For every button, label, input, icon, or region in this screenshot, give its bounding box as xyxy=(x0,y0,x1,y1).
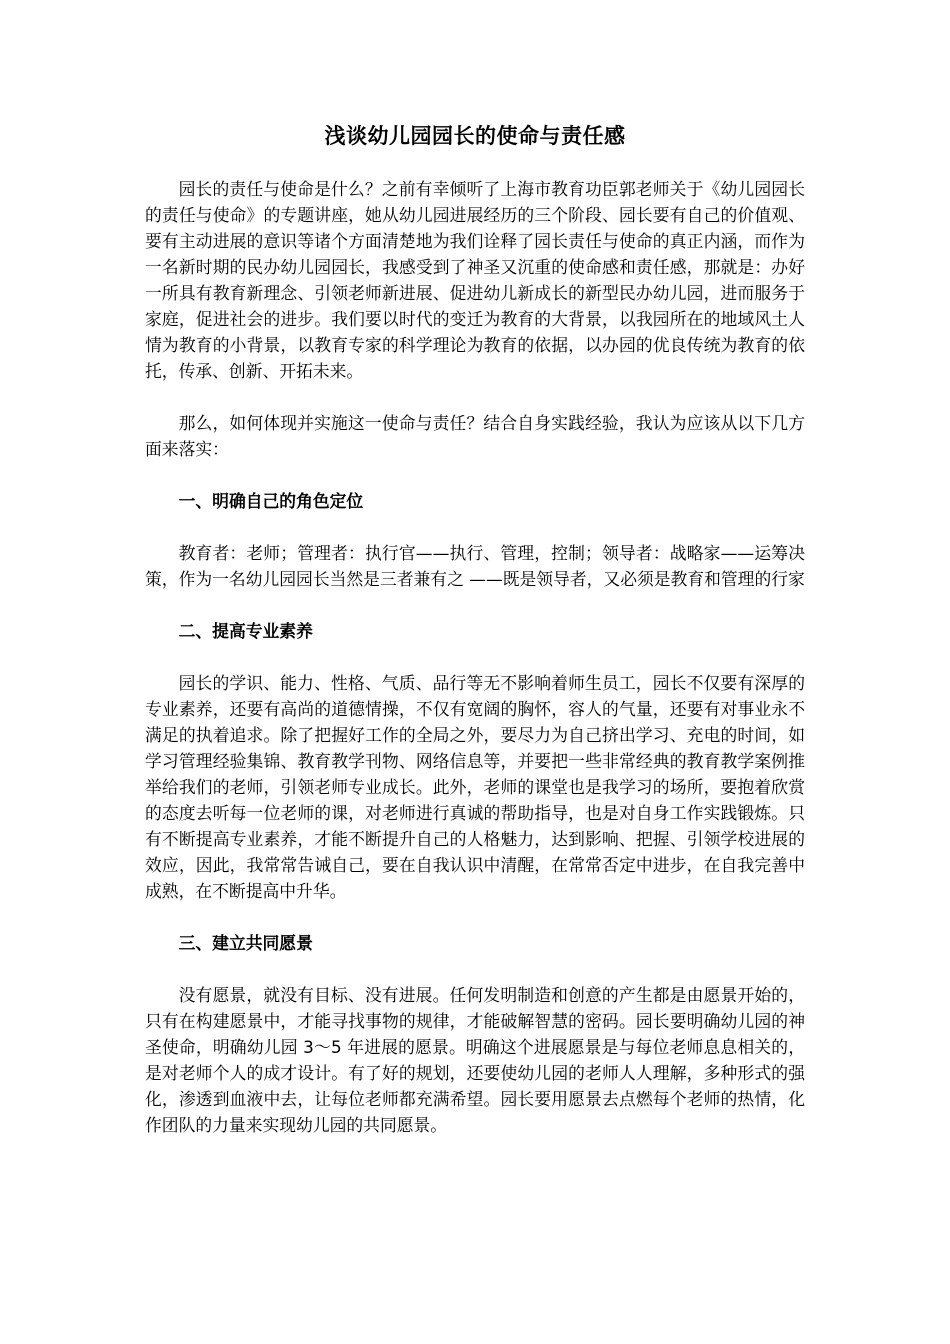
paragraph-gap xyxy=(145,592,805,618)
section-body-role: 教育者：老师；管理者：执行官——执行、管理，控制；领导者：战略家——运筹决策，作为一名幼儿园园长当然是三者兼有之 ——既是领导者，又必须是教育和管理的行家 xyxy=(145,543,805,589)
section-heading-role: 一、明确自己的角色定位 xyxy=(178,491,364,511)
section-heading-vision: 三、建立共同愿景 xyxy=(178,933,313,953)
paragraph-gap xyxy=(145,956,805,982)
document-title: 浅谈幼儿园园长的使命与责任感 xyxy=(324,124,626,148)
paragraph-gap xyxy=(145,462,805,488)
paragraph-gap xyxy=(145,644,805,670)
transition-paragraph: 那么，如何体现并实施这一使命与责任？结合自身实践经验，我认为应该从以下几方面来落实： xyxy=(145,413,805,459)
section-body-professional: 园长的学识、能力、性格、气质、品行等无不影响着师生员工，园长不仅要有深厚的专业素养，还要有高尚的道德情操，不仅有宽阔的胸怀，容人的气量，还要有对事业永不满足的执着追求。除了把握好工作的全局之外，要尽力为自己挤出学习、充电的时间，如学习管理经验集锦、教育教学刊物、网络信息等，并要把一些非常经典的教育教学案例推举给我们的老师，引领老师专业成长。此外，老师的课堂也是我学习的场所，要抱着欣赏的态度去听每一位老师的课，对老师进行真诚的帮助指导，也是对自身工作实践锻炼。只有不断提高专业素养，才能不断提升自己的人格魅力，达到影响、把握、引领学校进展的效应，因此，我常常告诫自己，要在自我认识中清醒，在常常否定中进步，在自我完善中成熟，在不断提高中升华。 xyxy=(145,673,805,901)
intro-paragraph: 园长的责任与使命是什么？之前有幸倾听了上海市教育功臣郭老师关于《幼儿园园长的责任与使命》的专题讲座，她从幼儿园进展经历的三个阶段、园长要有自己的价值观、要有主动进展的意识等诸个方面清楚地为我们诠释了园长责任与使命的真正内涵，而作为一名新时期的民办幼儿园园长，我感受到了神圣又沉重的使命感和责任感，那就是：办好一所具有教育新理念、引领老师新进展、促进幼儿新成长的新型民办幼儿园，进而服务于家庭，促进社会的进步。我们要以时代的变迁为教育的大背景，以我园所在的地域风土人情为教育的小背景，以教育专家的科学理论为教育的依据，以办园的优良传统为教育的依托，传承、创新、开拓未来。 xyxy=(145,179,805,381)
section-heading-professional: 二、提高专业素养 xyxy=(178,621,313,641)
paragraph-gap xyxy=(145,514,805,540)
paragraph-gap xyxy=(145,384,805,410)
paragraph-gap xyxy=(145,904,805,930)
section-body-vision: 没有愿景，就没有目标、没有进展。任何发明制造和创意的产生都是由愿景开始的，只有在构建愿景中，才能寻找事物的规律，才能破解智慧的密码。园长要明确幼儿园的神圣使命，明确幼儿园 3～5 年进展的愿景。明确这个进展愿景是与每位老师息息相关的，是对老师个人的成才设计。有了好的规划，还要使幼儿园的老师人人理解，多种形式的强化，渗透到血液中去，让每位老师都充满希望。园长要用愿景去点燃每个老师的热情，化作团队的力量来实现幼儿园的共同愿景。 xyxy=(145,985,805,1135)
document-body xyxy=(145,120,805,1138)
